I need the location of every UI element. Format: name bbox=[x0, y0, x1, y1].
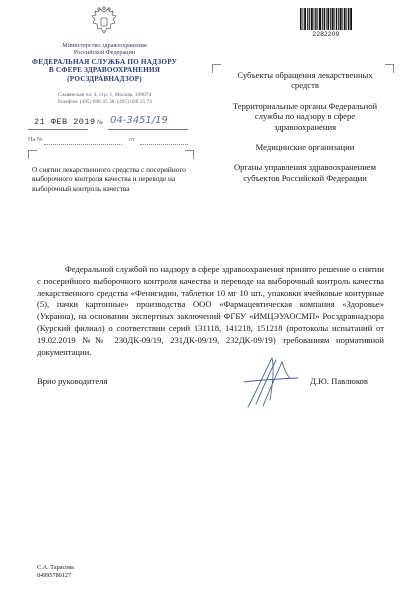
recipient: Органы управления здравоохранением субъектов Российской Федерации bbox=[233, 162, 377, 183]
service-name bbox=[22, 58, 187, 83]
address-line-2: Телефон: (495) 698 45 38; (495) 698 15 74 bbox=[57, 99, 152, 106]
address-block bbox=[22, 92, 187, 106]
handwritten-signature bbox=[238, 352, 308, 412]
recipients-corner-left bbox=[212, 64, 221, 73]
executor-block bbox=[37, 564, 74, 579]
subject-corner-left bbox=[28, 150, 37, 159]
reference-from-label: от bbox=[129, 136, 135, 143]
number-underline bbox=[108, 129, 188, 130]
reference-label: На № bbox=[28, 136, 43, 143]
reference-date-line bbox=[140, 144, 188, 145]
subject-corner-right bbox=[185, 150, 194, 159]
executor-name: С.А. Тарасова bbox=[37, 564, 74, 571]
barcode bbox=[300, 8, 352, 30]
service-line-2: В СФЕРЕ ЗДРАВООХРАНЕНИЯ bbox=[48, 66, 161, 75]
letter-body: Федеральной службой по надзору в сфере здравоохранения принято решение о снятии с посерийного выборочного контроля качества и переводе на выборочный контроль качества лекарственного средства «Фенигидин, таблетки 10 мг 10 шт., упаковки ячейковые контурные (5), пачки картонные» производства ООО «Фармацевтическая компания «Здоровье» (Украина), на основании экспертных заключений ФГБУ «ИМЦЭУАОСМП» Росздравнадзора (Курский филиал) о соответствии серий 131118, 141218, 151218 (протоколы испытаний от 19.02.2019 №№ 230ДК-09/19, 231ДК-09/19, 232ДК-09/19) требованиям нормативной документации. bbox=[37, 264, 384, 357]
date-underline bbox=[28, 129, 88, 130]
recipient: Субъекты обращения лекарственных средств bbox=[237, 70, 373, 91]
recipients-list bbox=[225, 70, 385, 193]
recipient: Медицинские организации bbox=[255, 142, 355, 153]
address-line-1: Славянская пл. 4, стр. 1, Москва, 109074 bbox=[57, 92, 152, 98]
recipients-corner-right bbox=[385, 64, 394, 73]
recipient: Территориальные органы Федеральной службы по надзору в сфере здравоохранения bbox=[232, 100, 378, 132]
letter-subject: О снятии лекарственного средства с посерийного выборочного контроля качества и переводе на выборочный контроль качества bbox=[32, 165, 186, 193]
executor-phone: 84995780127 bbox=[37, 571, 72, 579]
ministry-line-2: Российской Федерации bbox=[73, 49, 136, 57]
russian-coat-of-arms-icon bbox=[87, 6, 121, 40]
number-label: № bbox=[97, 119, 104, 126]
registration-date: 21 ФЕВ 2019 bbox=[34, 117, 96, 127]
registration-number: 04-3451/19 bbox=[110, 115, 168, 126]
reference-number-line bbox=[44, 144, 122, 145]
barcode-number: 2282209 bbox=[312, 31, 340, 38]
signatory-name: Д.Ю. Павлюков bbox=[310, 376, 368, 386]
ministry-name bbox=[22, 42, 187, 57]
reference-row bbox=[28, 134, 188, 146]
registration-row bbox=[28, 117, 188, 131]
signatory-role: Врио руководителя bbox=[37, 376, 108, 386]
service-line-1: ФЕДЕРАЛЬНАЯ СЛУЖБА ПО НАДЗОРУ bbox=[31, 58, 178, 66]
service-line-3: (РОСЗДРАВНАДЗОР) bbox=[67, 74, 142, 83]
ministry-line-1: Министерство здравоохранения bbox=[62, 42, 147, 49]
